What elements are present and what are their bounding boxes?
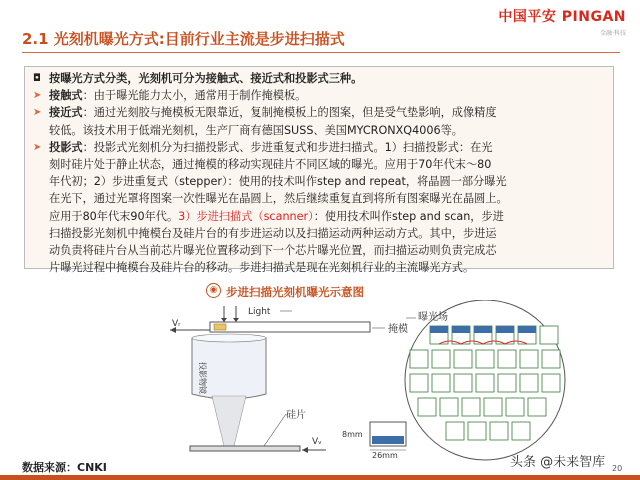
caption-icon: ◉ [206,283,221,298]
box-bullet-icon: ◘ [33,73,41,84]
projection-label: 投影式 [49,140,83,154]
proximity-row [33,104,605,121]
field-height-label: 8mm [342,430,363,439]
exposed-dies [430,326,536,333]
proximity-row-2 [33,122,605,139]
wafer-velocity-label: Vᵥ [312,437,322,447]
lens-label: 投影物镜 [198,362,207,394]
projection-text-4: 在光下，通过光罩将图案一次性曝光在晶圆上，然后继续重复直到将所有图案曝光在晶圆上。 [49,192,508,206]
projection-row-3 [33,173,605,190]
projection-text-3: 年代初；2）步进重复式（stepper）：使用的技术叫作step and repeat，将晶圆一部分曝光 [49,175,507,189]
pingan-logo [498,6,626,37]
contact-row [33,87,605,104]
mask-plate-marker [214,324,226,330]
projection-text-1: ：投影式光刻机分为扫描投影式、步进重复式和步进扫描式。1）扫描投影式：在光 [82,140,493,154]
projection-text-5c: ：使用技术叫作step and scan，步进 [313,209,504,223]
proximity-text-2: 较低。该技术用于低端光刻机，生产厂商有德国SUSS、美国MYCRONXQ4006等。 [49,123,463,137]
exposure-field-label: 曝光场 [418,312,448,323]
proximity-text-1: ：通过光刻胶与掩模板无限靠近，复制掩模板上的图案，但是受气垫影响，成像精度 [82,106,497,120]
arrow-bullet-icon: ➤ [33,90,42,102]
content-box [24,66,614,275]
logo-text: 中国平安 PINGAN [498,9,626,25]
field-width-label: 26mm [372,451,398,460]
mask-velocity-label: Vᵣ [172,319,181,329]
exposure-cone [212,396,246,446]
wafer-label: 硅片 [286,410,306,421]
scanner-highlight: 3）步进扫描式（scanner） [178,209,314,223]
projection-row-8 [33,259,605,276]
light-label: Light [248,307,271,317]
contact-text: ：由于曝光能力太小，通常用于制作掩模板。 [82,89,307,103]
bottom-bar [0,475,640,480]
logo-subtext: 金融·科技 [600,30,626,37]
projection-row [33,139,605,156]
mask-label: 掩模 [388,324,408,335]
contact-label: 接触式 [49,89,83,103]
projection-row-4 [33,190,605,207]
projection-text-6: 扫描投影光刻机中掩模台及硅片台的有步进运动以及扫描运动两种运动方式。其中，步进运 [49,226,497,240]
projection-row-6 [33,225,605,242]
arrow-bullet-icon: ➤ [33,107,42,119]
projection-text-5a: 应用于80年代末90年代。 [49,209,179,223]
projection-text-8: 片曝光过程中掩模台及硅片台的移动。步进扫描式是现在光刻机行业的主流曝光方式。 [49,261,475,275]
projection-row-7 [33,242,605,259]
intro-text: 按曝光方式分类，光刻机可分为接触式、接近式和投影式三种。 [49,72,363,85]
figure-caption: 步进扫描光刻机曝光示意图 [226,285,364,299]
page-number: 20 [612,464,623,473]
title-divider [22,52,620,53]
scanner-diagram [160,300,600,462]
projection-row-2 [33,156,605,173]
projection-text-2: 刻时硅片处于静止状态，通过掩模的移动实现硅片不同区域的曝光。应用于70年代末～80 [49,158,492,172]
projection-row-5 [33,208,605,225]
page-title: 2.1 光刻机曝光方式:目前行业主流是步进扫描式 [22,30,345,48]
intro-row [33,70,605,87]
mask-plate [210,322,370,332]
data-source: 数据来源：CNKI [22,461,107,474]
wafer [190,446,300,451]
projection-text-7: 动负责将硅片台从当前芯片曝光位置移动到下一个芯片曝光位置，而扫描运动则负责完成芯 [49,244,497,258]
arrow-bullet-icon: ➤ [33,141,42,153]
proximity-label: 接近式 [49,106,83,120]
watermark: 头条 @未来智库 [510,455,606,470]
